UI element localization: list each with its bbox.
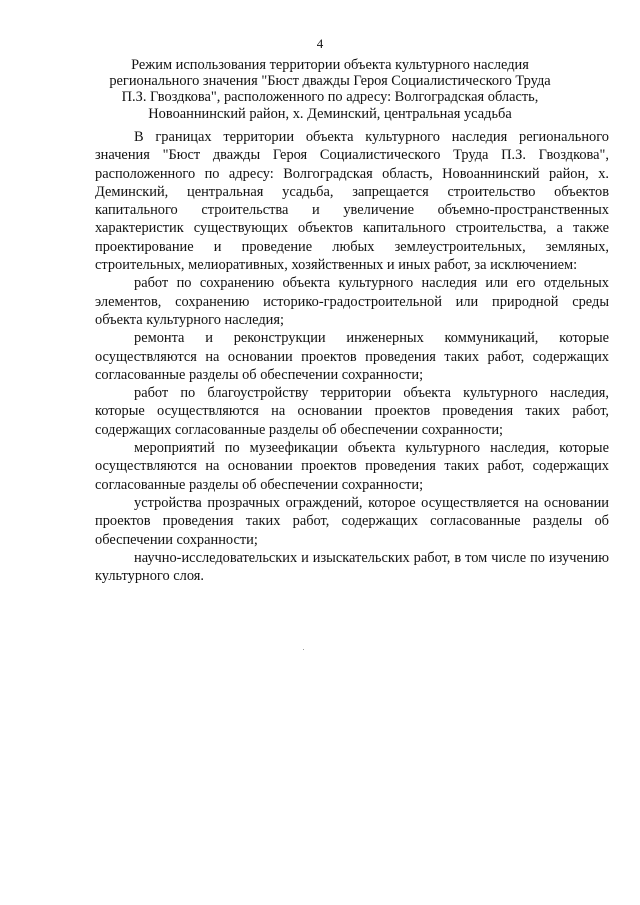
- exception-item-research: научно-исследовательских и изыскательских работ, в том числе по изучению культурного слоя.: [95, 549, 609, 585]
- document-title: [95, 57, 565, 122]
- exception-item-utilities: ремонта и реконструкции инженерных коммуникаций, которые осуществляются на основании проектов проведения таких работ, содержащих согласованные разделы об обеспечении сохранности;: [95, 330, 609, 383]
- page-number: 4: [316, 36, 324, 51]
- intro-paragraph: В границах территории объекта культурного наследия регионального значения "Бюст дважды Героя Социалистического Труда П.З. Гвоздкова", расположенного по адресу: Волгоградская область, Новоаннинский район, х. Деминский, центральная усадьба, запрещается строительство объектов капитального строительства и увеличение объемно-пространственных характеристик существующих объектов капитального строительства, а также проектирование и проведение любых землеустроительных, земляных, строительных, мелиоративных, хозяйственных и иных работ, за исключением:: [95, 129, 609, 274]
- exception-item-landscaping: работ по благоустройству территории объекта культурного наследия, которые осуществляются на основании проектов проведения таких работ, содержащих согласованные разделы об обеспечении сохранности;: [95, 385, 609, 438]
- document-title-line: Режим использования территории объекта культурного наследия: [131, 57, 529, 73]
- exception-item-preservation: работ по сохранению объекта культурного наследия или его отдельных элементов, сохранению историко-градостроительной или природной среды объекта культурного наследия;: [95, 275, 609, 328]
- scan-artifact: [303, 649, 304, 650]
- exception-item-fencing: устройства прозрачных ограждений, которое осуществляется на основании проектов проведения таких работ, содержащих согласованные разделы об обеспечении сохранности;: [95, 494, 609, 548]
- document-body: [95, 128, 609, 585]
- exception-item-museumification: мероприятий по музеефикации объекта культурного наследия, которые осуществляются на основании проектов проведения таких работ, содержащих согласованные разделы об обеспечении сохранности;: [95, 440, 609, 493]
- document-title-line: регионального значения "Бюст дважды Героя Социалистического Труда: [109, 73, 551, 90]
- document-title-line: Новоаннинский район, х. Деминский, центральная усадьба: [148, 105, 512, 122]
- document-title-line: П.З. Гвоздкова", расположенного по адресу: Волгоградская область,: [121, 89, 539, 106]
